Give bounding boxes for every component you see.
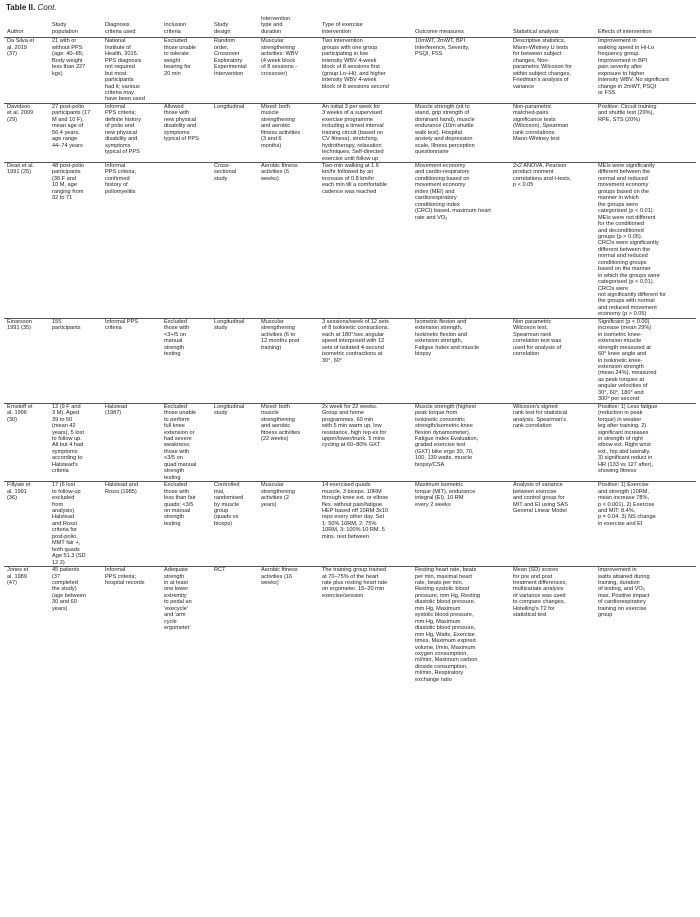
- table-cell: Aerobic fitness activities (6 weeks): [258, 162, 319, 318]
- table-cell: Excluded those unable to perform full knee extension or had severe weakness; those with <3/5 on quad manual strength testing: [161, 403, 211, 481]
- table-cell: MEIs were significantly different between the normal and reduced movement economy groups based on the manner in which the groups were categorised (p < 0.01). MEIs were not different for the conditioned and deconditioned groups (p > 0.05). CRCIs were significantly different between the normal and reduced conditioning groups based on the manner in which the groups were categorised (p < 0.01). CRCIs were not significantly different for the groups with normal and reduced movement economy (p > 0.05): [595, 162, 696, 318]
- table-cell: 21 with or without PPS (age: 40–85; Body weight less than 227 kgs): [49, 38, 102, 104]
- table-row: [4, 318, 696, 403]
- table-cell: Longitudinal: [211, 103, 258, 162]
- table-cell: Halstead (1987): [102, 403, 161, 481]
- table-cell: Einarsson 1991 (35): [4, 318, 49, 403]
- table-cell: Informal PPS criteria; confirmed history of poliomyelitis: [102, 162, 161, 318]
- table-row: [4, 482, 696, 567]
- table-cell: Cross- sectional study: [211, 162, 258, 318]
- table-cell: 10mWT, 2mWT, BPI Interference, Severity, PSQI, FSS: [412, 38, 510, 104]
- table-cell: 155 participants: [49, 318, 102, 403]
- table-cell: Descriptive statistics, Mann-Whitney U tests for between subject changes, Non- parametric Wilcoxon for within subject changes, Friedman's analysis of variance: [510, 38, 595, 104]
- table-cell: 2x week for 22 weeks. Group and home programmes. 60 min with 5 min warm up, low resistance, high rep ex for upper/lower/trunk. 5 mins cycling at 60–80% GXT: [319, 403, 412, 481]
- table-cell: Isometric flexion and extension strength, Isokinetic flexion and extension strength, Fatigue Index and muscle biopsy: [412, 318, 510, 403]
- column-header: Study design: [211, 16, 258, 38]
- table-cell: Longitudinal study: [211, 318, 258, 403]
- table-cell: Non parametric Wilcoxon test, Spearman rank correlation test was used for analysis of correlation: [510, 318, 595, 403]
- table-cell: Longitudinal study: [211, 403, 258, 481]
- column-header: Author: [4, 16, 49, 38]
- column-header: Statistical analysis: [510, 16, 595, 38]
- table-cell: Excluded those unable to tolerate weight bearing for 20 min: [161, 38, 211, 104]
- table-cell: 48 post-polio participants (38 F and 10 M, age ranging from 32 to 71: [49, 162, 102, 318]
- table-cell: Allowed those with new physical disability and symptoms typical of PPS: [161, 103, 211, 162]
- table-cell: Mixed: both muscle strengthening and aerobic fitness activities (22 weeks): [258, 403, 319, 481]
- table-cell: Significant (p < 0.00) increase (mean 29%) in isometric knee- extension muscle strength measured at 60° knee angle and in isokinetic knee- extension strength (mean 24%), measured as peak torques at angular velocities of 30°, 60°, 180° and 300° per second: [595, 318, 696, 403]
- table-cell: Positive: 1) Less fatigue (reduction in peak torque) in weaker leg after training. 2) significant increases in strength of right elbow ext. Right wrist ext., hip abd laterally. 3) significant reduct in HR (133 vs 127 after), showing fitness: [595, 403, 696, 481]
- table-cell: Informal PPS criteria: [102, 318, 161, 403]
- table-cell: Resting heart rate, beats per min, maximal heart rate, beats per min, Resting systolic blood pressure, mm Hg, Resting diastolic blood pressure, mm Hg, Maximum systolic blood pressure, mm Hg, Maximum diastolic blood pressure, mm Hg, Watts, Exercise times, Maximum expired volume, l/min, Maximum oxygen consumption, ml/min, Maximum carbon dioxide consumption, ml/min, Respiratory exchange ratio: [415, 567, 480, 683]
- studies-table: [4, 16, 696, 683]
- table-cell: Jones et al. 1989 (47): [7, 567, 29, 586]
- column-header: Outcome measures: [412, 16, 510, 38]
- table-cell: Improvement in watts attained during training, duration of testing, and VO₂ max. Positive impact of cardiorespiratory training on exercise group: [598, 567, 650, 619]
- table-cell: Adequate strength in at least one lower extremity to pedal an 'execycle' and 'arm cycle ergometer': [164, 567, 192, 632]
- table-cell: RCT: [214, 567, 226, 574]
- table-cell: Wilcoxon's signed rank test for statistical analysis. Spearman's rank correlation: [510, 403, 595, 481]
- table-cell: [161, 162, 211, 318]
- table-cell: Maximum isometric torque (MIT), endurance integral (EI). 10 RM every 2 weeks: [412, 482, 510, 567]
- table-cell: An initial 3 per week for 3 weeks of a supervised exercise programme including a timed interval training circuit (based on CV fitness), stretching, hydrotherapy, relaxation techniques. Self-directed exercise until follow up: [319, 103, 412, 162]
- table-cell: Informal PPS criteria; definite history of polio and new physical disability and symptoms typical of PPS: [102, 103, 161, 162]
- table-cell: National Institute of Health, 2015. PPS diagnosis not required but most participants had it; various criteria may have been used: [102, 38, 161, 104]
- table-cell: Non-parametric matched-pairs significance tests (Wilcoxon), Spearman rank correlations. Mann-Whitney test: [510, 103, 595, 162]
- table-row: [4, 38, 696, 104]
- table-cell: Davidson et al. 2009 (29): [4, 103, 49, 162]
- table-cell: Movement economy and cardio-respiratory conditioning based on movement economy index (MEI) and cardiorespiratory conditioning index (CRCI) based, maximum heart rate and VO₂: [412, 162, 510, 318]
- table-cell: Mixed: both muscle strengthening and aerobic fitness activities (3 and 6 months): [258, 103, 319, 162]
- column-header: Inclusion criteria: [161, 16, 211, 38]
- table-cell: 2x2 ANOVA, Pearson product moment correlations and t-tests, p < 0.05: [510, 162, 595, 318]
- table-cell: Informal PPS criteria; hospital records: [105, 567, 145, 586]
- table-cont: Cont.: [37, 3, 57, 12]
- column-header: Intervention type and duration: [258, 16, 319, 38]
- table-cell: Analysis of variance between exercise and control group for MIT and EI using SAS General Linear Model: [510, 482, 595, 567]
- table-cell: Aerobic fitness activities (16 weeks): [261, 567, 298, 586]
- table-cell: Halstead and Rossi (1985): [102, 482, 161, 567]
- table-cell: Da Silva et al. 2019 (37): [4, 38, 49, 104]
- column-header: Type of exercise intervention: [319, 16, 412, 38]
- table-cell: Muscle strength (sit to stand, grip strength of dominant hand), muscle endurance (10m shuttle walk test). Hospital anxiety and depression scale, Illness perception questionnaire: [412, 103, 510, 162]
- table-label: Table II.: [6, 3, 36, 12]
- table-cell: Two-min walking at 1.6 km/hr followed by an increase of 0.8 km/hr each min till a comfortable cadence was reached: [319, 162, 412, 318]
- column-header: Effects of intervention: [595, 16, 696, 38]
- table-cell: 45 patients (37 completed the study) (age between 30 and 60 years): [52, 567, 86, 612]
- table-cell: Improvement in walking speed in Hi-Lo frequency group. Improvement in BPI pain severity after exposure to higher intensity WBV. No significant change in 2mWT, PSQI or FSS: [595, 38, 696, 104]
- table-row: [4, 162, 696, 318]
- table-cell: Muscular strengthening activities: WBV (4 week block of 8 sessions - crossover): [258, 38, 319, 104]
- table-cell: 12 (9 F and 3 M). Aged 39 to 50 (mean 42 years), 5 lost to follow up. All but 4 had symptoms according to Halstead's criteria: [49, 403, 102, 481]
- table-cell: Muscular strengthening activities (2 years): [258, 482, 319, 567]
- header-row: [4, 16, 696, 38]
- table-cell: Controlled trial, randomised by muscle group (quads vs biceps): [211, 482, 258, 567]
- table-cell: 27 post-polio participants (17 M and 10 F), mean age of 56.4 years, age range 44–74 years: [49, 103, 102, 162]
- table-cell: Ernstoff et al. 1996 (30): [4, 403, 49, 481]
- table-cell: Random order, Crossover Exploratory Experimental Intervention: [211, 38, 258, 104]
- table-body: [4, 38, 696, 683]
- table-cell: Excluded those with less than fair quads; <3/5 on manual strength testing: [161, 482, 211, 567]
- table-cell: Excluded those with <3+/5 on manual strength testing: [161, 318, 211, 403]
- table-cell: Positive: Circuit training and shuttle test (29%), RPE, STS (20%): [595, 103, 696, 162]
- table-cell: Muscle strength (highest peak torque from isokinetic concentric strength/isometric knee flexion dynamometer), Fatigue Index Evaluation, graded exercise test (GXT) bike ergo 30, 70, 100, 130 watts, muscle biopsy/CSA: [412, 403, 510, 481]
- column-header: Study population: [49, 16, 102, 38]
- table-cell: Two intervention groups with one group participating in low intensity WBV 4-week block of 8 sessions first (group Lo–Hi), and higher intensity WBV 4-week block of 8 sessions second: [319, 38, 412, 104]
- column-header: Diagnosis criteria used: [102, 16, 161, 38]
- table-cell: 14 exercised quads muscle, 3 biceps. 10RM through knee ext. or elbow flex. without pain/fatigue. HEP based off 10RM 3x10 reps every other day. Set 1: 50% 10RM, 2: 75% 10RM, 3: 100% 10 RM. 5 mins. rest between: [319, 482, 412, 567]
- table-row: [4, 567, 696, 684]
- table-cell: Fillyaw et al. 1991 (36): [4, 482, 49, 567]
- table-cell: The training group trained at 70–75% of the heart rate plus resting heart rate on ergometer. 15–20 min exercise/session: [322, 567, 388, 599]
- table-row: [4, 403, 696, 481]
- table-cell: 3 sessions/week of 12 sets of 8 isokinetic contractions, each at 180°/sec angular speed interposed with 12 sets of isolated 4-second isometric contractions at 30°, 60°: [319, 318, 412, 403]
- table-cell: Dean et al. 1991 (25): [4, 162, 49, 318]
- table-cell: Muscular strengthening activities (6 to 12 months post training): [258, 318, 319, 403]
- table-caption: [6, 3, 57, 13]
- table-cell: Positive: 1) Exercise and strength (10RM, mean increase 78%, p < 0.001). 2) Exercise and MIT: 8.4%, p = 0.04. 3) NS change in exercise and EI: [595, 482, 696, 567]
- table-cell: 17 (6 lost to follow-up excluded from analysis) Halstead and Rossi criteria for post-polio, MMT fair +, both quads Age 51.3 (SD 12.3): [49, 482, 102, 567]
- table-row: [4, 103, 696, 162]
- table-cell: Mean (SD) scores for pre and post treatment differences, multivariate analysis of variance was used to compare changes, Hotelling's T2 for statistical test: [513, 567, 567, 619]
